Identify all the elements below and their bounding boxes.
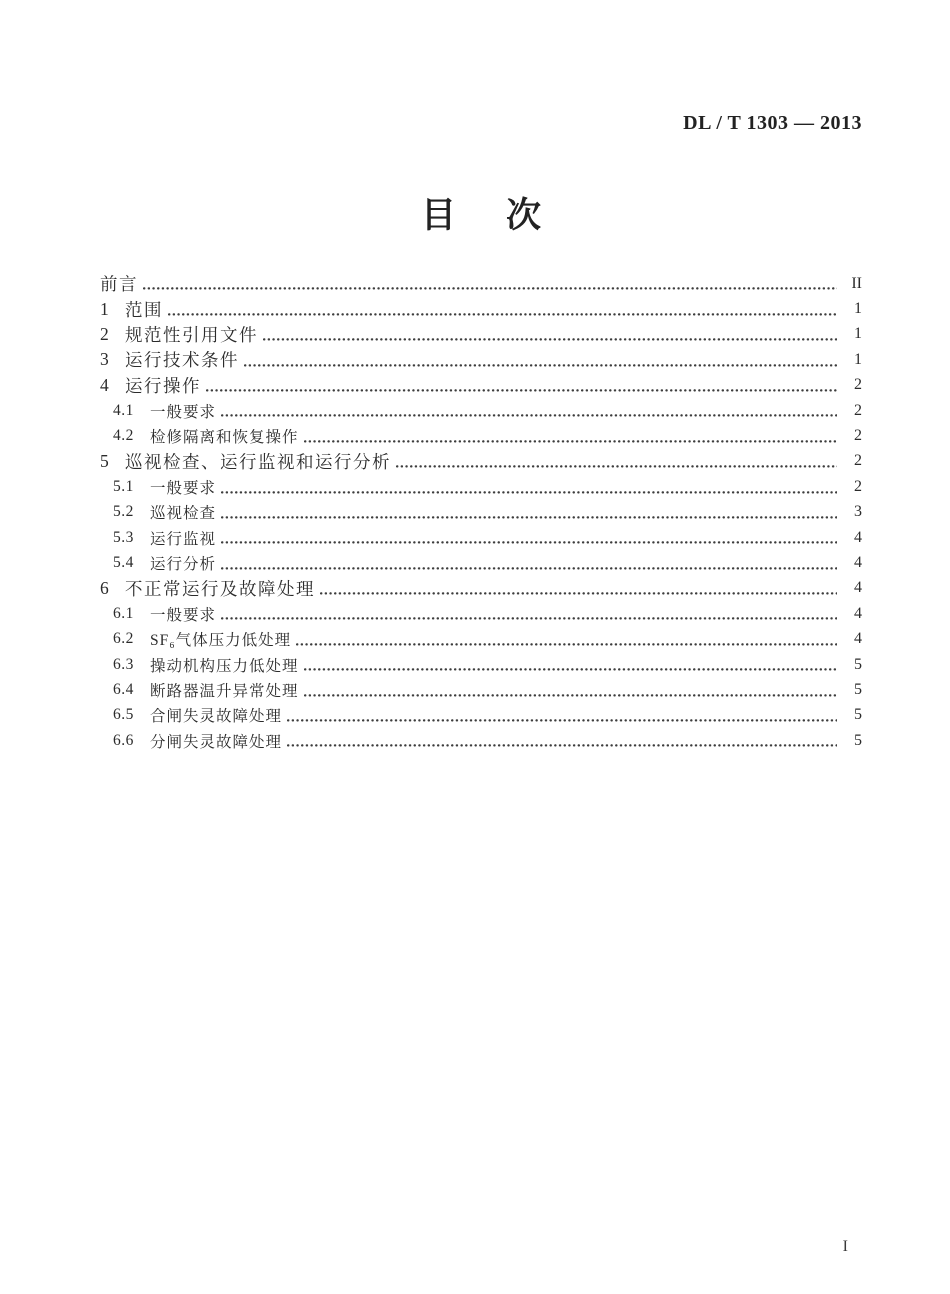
toc-entry-label: 分闸失灵故障处理 (150, 733, 283, 751)
toc-entry-page: 5 (854, 706, 862, 724)
toc-entry-label: 操动机构压力低处理 (150, 657, 299, 675)
toc-leader-dots (143, 287, 837, 290)
toc-entry-page: 4 (854, 553, 862, 571)
toc-leader-dots (304, 694, 837, 697)
toc-entry-label: 前言 (100, 274, 138, 295)
toc-entry-number: 3 (100, 349, 110, 370)
toc-entry-page: 2 (854, 452, 862, 470)
toc-entry (100, 500, 862, 525)
toc-entry-number: 4.1 (113, 401, 134, 419)
toc-leader-dots (206, 389, 837, 392)
toc-entry (100, 677, 862, 702)
toc-leader-dots (221, 491, 837, 494)
toc-entry-label: SF₆气体压力低处理 (150, 632, 292, 650)
toc-entry-label: 检修隔离和恢复操作 (150, 429, 299, 447)
toc-entry-number: 6.1 (113, 604, 134, 622)
toc-entry-number: 5.4 (113, 553, 134, 571)
toc-entry-label: 一般要求 (150, 479, 217, 497)
toc-leader-dots (221, 567, 837, 570)
toc-entry-number: 6.5 (113, 706, 134, 724)
page-title (100, 188, 862, 238)
toc-leader-dots (320, 592, 837, 595)
toc-entry-page: 2 (854, 477, 862, 495)
toc-entry-label: 运行技术条件 (125, 350, 239, 371)
toc-leader-dots (168, 313, 837, 316)
toc-entry-label: 规范性引用文件 (125, 324, 258, 345)
toc-entry-page: 2 (854, 376, 862, 394)
toc-entry-label: 巡视检查 (150, 505, 217, 523)
toc-entry-number: 6.4 (113, 680, 134, 698)
toc-entry-page: 5 (854, 655, 862, 673)
toc-entry-label: 范围 (125, 299, 163, 320)
toc-entry (100, 271, 862, 296)
page-title-right: 次 (506, 196, 542, 235)
toc-leader-dots (244, 364, 837, 367)
toc-entry-page: 1 (854, 300, 862, 318)
toc-entry-number: 5.1 (113, 477, 134, 495)
toc-entry (100, 652, 862, 677)
toc-entry-number: 5 (100, 450, 110, 471)
toc-leader-dots (221, 516, 837, 519)
toc-entry-page: 4 (854, 630, 862, 648)
toc-list (100, 271, 862, 753)
toc-entry (100, 322, 862, 347)
toc-entry-number: 5.2 (113, 503, 134, 521)
toc-entry-number: 2 (100, 323, 110, 344)
toc-entry-label: 合闸失灵故障处理 (150, 708, 283, 726)
toc-entry-page: 2 (854, 427, 862, 445)
doc-code: DL / T 1303 — 2013 (683, 112, 862, 134)
toc-entry-number: 1 (100, 298, 110, 319)
toc-leader-dots (304, 440, 837, 443)
toc-entry-label: 一般要求 (150, 403, 217, 421)
toc-entry-number: 6.3 (113, 655, 134, 673)
toc-entry (100, 296, 862, 321)
toc-leader-dots (263, 338, 837, 341)
toc-entry-page: 1 (854, 350, 862, 368)
toc-entry (100, 474, 862, 499)
toc-entry-page: 3 (854, 503, 862, 521)
toc-entry (100, 703, 862, 728)
toc-entry-page: 5 (854, 680, 862, 698)
toc-entry-number: 6.2 (113, 630, 134, 648)
toc-leader-dots (221, 617, 837, 620)
toc-entry (100, 550, 862, 575)
toc-entry (100, 449, 862, 474)
toc-leader-dots (304, 668, 837, 671)
toc-entry-number: 6 (100, 577, 110, 598)
toc-entry (100, 423, 862, 448)
document-header (100, 112, 862, 135)
footer-page-number: I (842, 1238, 848, 1255)
toc-entry (100, 601, 862, 626)
toc-leader-dots (296, 643, 837, 646)
page-title-left: 目 (420, 196, 456, 235)
toc-entry-page: 4 (854, 604, 862, 622)
toc-entry-page: 5 (854, 731, 862, 749)
toc-entry (100, 373, 862, 398)
toc-entry-label: 断路器温升异常处理 (150, 682, 299, 700)
toc-entry-page: 4 (854, 528, 862, 546)
toc-entry-number: 5.3 (113, 528, 134, 546)
toc-entry-number: 4 (100, 374, 110, 395)
toc-entry-page: II (851, 274, 862, 292)
toc-entry (100, 626, 862, 651)
toc-leader-dots (396, 465, 837, 468)
toc-entry-label: 一般要求 (150, 606, 217, 624)
toc-entry (100, 347, 862, 372)
toc-entry-number: 6.6 (113, 731, 134, 749)
toc-leader-dots (221, 414, 837, 417)
toc-leader-dots (287, 744, 837, 747)
toc-entry (100, 576, 862, 601)
document-footer (100, 1238, 848, 1256)
toc-entry (100, 398, 862, 423)
toc-entry-number: 4.2 (113, 427, 134, 445)
toc-entry-page: 4 (854, 579, 862, 597)
toc-entry-label: 运行操作 (125, 375, 201, 396)
toc-entry-page: 1 (854, 325, 862, 343)
toc-entry-label: 运行监视 (150, 530, 217, 548)
toc-entry (100, 525, 862, 550)
toc-entry-label: 运行分析 (150, 555, 217, 573)
toc-entry (100, 728, 862, 753)
toc-leader-dots (221, 541, 837, 544)
toc-leader-dots (287, 719, 837, 722)
toc-entry-page: 2 (854, 401, 862, 419)
toc-entry-label: 不正常运行及故障处理 (125, 578, 315, 599)
toc-entry-label: 巡视检查、运行监视和运行分析 (125, 451, 391, 472)
